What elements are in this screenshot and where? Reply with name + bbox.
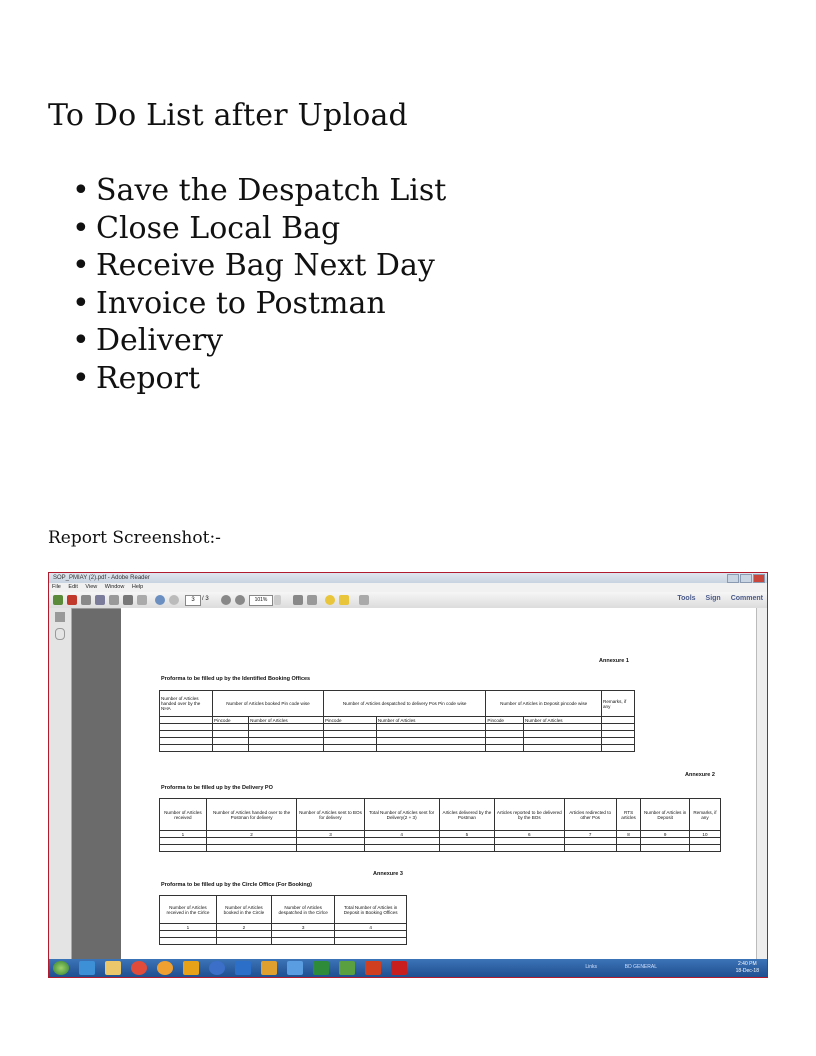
table-cell: 4 <box>335 924 407 931</box>
table-header: Number of Articles handed over by the NHA <box>160 691 213 717</box>
todo-item: • Receive Bag Next Day <box>72 248 435 283</box>
links-toolbar[interactable]: Links <box>585 964 597 970</box>
table-header: Number of Articles in Deposit <box>641 799 690 831</box>
menu-file[interactable]: File <box>52 584 61 590</box>
table-header: Number of Articles sent to BOs for delivery <box>297 799 364 831</box>
table-cell: 1 <box>160 831 207 838</box>
table-row <box>160 724 635 731</box>
table-header: Number of Articles received <box>160 799 207 831</box>
fullscreen-icon[interactable] <box>307 595 317 605</box>
todo-item: • Save the Despatch List <box>72 173 447 208</box>
bullet-marker: • <box>72 285 90 321</box>
bullet-marker: • <box>72 360 90 396</box>
taskbar <box>49 959 767 977</box>
menu-edit[interactable]: Edit <box>68 584 78 590</box>
comment-icon[interactable] <box>325 595 335 605</box>
zoom-dropdown-icon[interactable] <box>274 595 281 605</box>
todo-item: • Delivery <box>72 323 223 358</box>
table-header: Number of Articles despatched to delivery Pos Pin code wise <box>323 691 485 717</box>
attachment-icon[interactable] <box>55 628 65 640</box>
bullet-marker: • <box>72 248 90 283</box>
table-subheader: Pincode <box>213 717 249 724</box>
menu-help[interactable]: Help <box>131 584 144 590</box>
table-header: Number of Articles despatched in the Cirlce <box>272 896 335 924</box>
navigation-pane <box>49 608 72 959</box>
zoom-input[interactable]: 101% <box>249 595 273 606</box>
table-header: Remarks, if any <box>602 691 635 717</box>
page-number-input[interactable]: 3 <box>185 595 201 606</box>
table-header: RTS articles <box>616 799 641 831</box>
table-header: Total Number of Articles sent for Delivery(2 + 3) <box>364 799 439 831</box>
table-cell: 2 <box>216 924 271 931</box>
outlook-icon[interactable] <box>261 961 277 975</box>
annexure-3-title: Proforma to be filled up by the Circle Office (For Booking) <box>161 882 312 888</box>
table-cell: 2 <box>206 831 297 838</box>
minimize-icon[interactable] <box>727 574 739 583</box>
annexure-1-table <box>159 690 635 752</box>
todo-item: • Close Local Bag <box>72 210 341 246</box>
todo-item: • Report <box>72 360 201 396</box>
prev-page-icon[interactable] <box>155 595 165 605</box>
sign-button[interactable]: Sign <box>705 595 721 602</box>
table-subheader: Pincode <box>323 717 376 724</box>
table-subheader: Number of Articles <box>249 717 324 724</box>
tools-button[interactable]: Tools <box>677 595 696 602</box>
table-cell: 9 <box>641 831 690 838</box>
table-header: Articles redirected to other Pos <box>564 799 616 831</box>
maximize-icon[interactable] <box>740 574 752 583</box>
ie-icon[interactable] <box>79 961 95 975</box>
table-row <box>160 845 721 852</box>
window-titlebar: SOP_PMIAY (2).pdf - Adobe Reader <box>49 573 767 583</box>
app-icon[interactable] <box>209 961 225 975</box>
bullet-marker: • <box>72 210 90 246</box>
table-row <box>160 731 635 738</box>
annexure-2-title: Proforma to be filled up by the Delivery PO <box>161 785 273 791</box>
table-cell: 4 <box>364 831 439 838</box>
tray-label: BD GENERAL <box>624 964 657 970</box>
email-icon[interactable] <box>137 595 147 605</box>
explorer-icon[interactable] <box>105 961 121 975</box>
table-header: Number of Articles booked in the Circle <box>216 896 271 924</box>
table-header: Number of Articles in Deposit pincode wise <box>486 691 602 717</box>
table-row <box>160 745 635 752</box>
player-icon[interactable] <box>157 961 173 975</box>
highlight-icon[interactable] <box>339 595 349 605</box>
acrobat-icon[interactable] <box>391 961 407 975</box>
start-button-icon[interactable] <box>53 961 69 975</box>
table-row <box>160 938 407 945</box>
todo-list <box>72 172 446 397</box>
table-row <box>160 931 407 938</box>
excel-icon[interactable] <box>313 961 329 975</box>
table-cell: 1 <box>160 924 217 931</box>
todo-item: • Invoice to Postman <box>72 285 386 321</box>
table-header: Articles delivered by the Postman <box>439 799 494 831</box>
expand-icon[interactable] <box>359 595 369 605</box>
annexure-2-label: Annexure 2 <box>685 772 715 778</box>
table-row <box>160 738 635 745</box>
table-cell: 3 <box>297 831 364 838</box>
table-cell: 8 <box>616 831 641 838</box>
annexure-1-label: Annexure 1 <box>599 658 629 664</box>
reader-toolbar <box>49 592 767 609</box>
cloud-icon[interactable] <box>95 595 105 605</box>
word-icon[interactable] <box>235 961 251 975</box>
open-icon[interactable] <box>67 595 77 605</box>
close-icon[interactable] <box>753 574 765 583</box>
print-icon[interactable] <box>123 595 133 605</box>
table-subheader: Number of Articles <box>524 717 602 724</box>
table-header: Number of Articles handed over to the Postman for delivery <box>206 799 297 831</box>
report-screenshot <box>48 572 768 978</box>
table-row <box>160 838 721 845</box>
create-pdf-icon[interactable] <box>53 595 63 605</box>
table-header: Total Number of Articles in Deposit in Booking Offices <box>335 896 407 924</box>
save-icon[interactable] <box>109 595 119 605</box>
zoom-out-icon[interactable] <box>221 595 231 605</box>
next-page-icon[interactable] <box>169 595 179 605</box>
table-subheader: Number of Articles <box>376 717 485 724</box>
menu-window[interactable]: Window <box>104 584 125 590</box>
bullet-marker: • <box>72 323 90 358</box>
edit-icon[interactable] <box>81 595 91 605</box>
annexure-3-table <box>159 895 407 945</box>
table-subheader: Pincode <box>486 717 524 724</box>
menu-view[interactable]: View <box>85 584 98 590</box>
publisher-icon[interactable] <box>339 961 355 975</box>
bullet-marker: • <box>72 173 90 208</box>
network-icon[interactable] <box>287 961 303 975</box>
annexure-3-label: Annexure 3 <box>373 871 403 877</box>
annexure-2-table <box>159 798 721 852</box>
table-cell: 6 <box>495 831 564 838</box>
table-header: Number of Articles received in the Cirlce <box>160 896 217 924</box>
chrome-icon[interactable] <box>131 961 147 975</box>
pages-panel-icon[interactable] <box>55 612 65 622</box>
screenshot-caption: Report Screenshot:- <box>48 528 221 548</box>
table-header: Remarks, if any <box>689 799 720 831</box>
page-total: / 3 <box>202 596 209 602</box>
table-cell: 3 <box>272 924 335 931</box>
comment-button[interactable]: Comment <box>730 595 763 602</box>
table-cell: 7 <box>564 831 616 838</box>
slide-title: To Do List after Upload <box>48 98 408 133</box>
table-cell: 10 <box>689 831 720 838</box>
menu-bar <box>49 583 767 592</box>
pdf-page <box>121 608 757 959</box>
system-clock[interactable]: 2:40 PM 18-Dec-18 <box>735 961 759 974</box>
table-cell: 5 <box>439 831 494 838</box>
powerpoint-icon[interactable] <box>365 961 381 975</box>
folder-icon[interactable] <box>183 961 199 975</box>
zoom-in-icon[interactable] <box>235 595 245 605</box>
fit-page-icon[interactable] <box>293 595 303 605</box>
annexure-1-title: Proforma to be filled up by the Identified Booking Offices <box>161 676 311 682</box>
table-header: Articles reported to be delivered by the BOs <box>495 799 564 831</box>
vertical-scrollbar[interactable] <box>756 608 767 959</box>
table-header: Number of Articles booked Pin code wise <box>213 691 324 717</box>
